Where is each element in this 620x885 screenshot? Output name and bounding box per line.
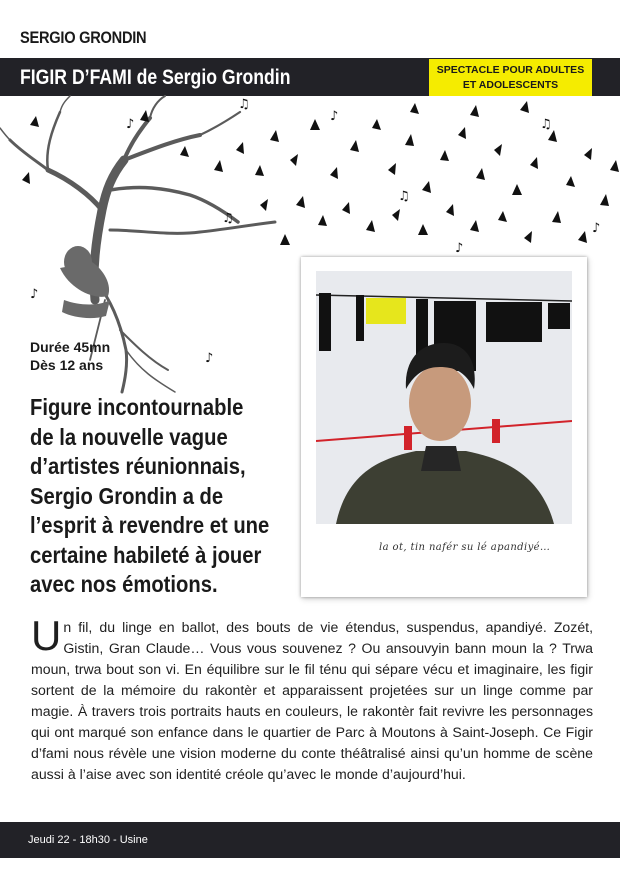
svg-text:♫: ♫ <box>222 211 234 226</box>
tagline-line: l’esprit à revendre et une <box>30 512 270 538</box>
badge-line-1: SPECTACLE POUR ADULTES <box>436 64 585 76</box>
svg-text:♪: ♪ <box>205 351 214 366</box>
svg-text:♪: ♪ <box>30 287 39 302</box>
description-text: n fil, du linge en ballot, des bouts de vie étendus, suspendus, apandiyé. Zozét, Gistin, Gran Claude… Vous vous souvenez ? Ou ansouvyin bann moun la ? Trwa moun, trwa bout son vi. En équilibre sur le fil ténu qui sépare vécu et imaginaire, les figir sortent de la mémoire du rakontèr et apparaissent projetées sur un linge comme par magie. À travers trois portraits hauts en couleurs, le rakontèr fait revivre les personnages qui ont marqué son enfance dans le quartier de Parc à Moutons à Saint-Joseph. Ce Figir d’fami nous révèle une vision moderne du conte théâtralisé ainsi qu’un homme de scène aussi à l’aise avec son identité créole qu’avec le monde d’aujourd’hui. <box>31 619 593 782</box>
polaroid-photo <box>301 257 587 597</box>
svg-text:♪: ♪ <box>455 241 464 256</box>
show-title: FIGIR D’FAMI de Sergio Grondin <box>20 66 291 89</box>
duration: Durée 45mn <box>30 339 111 355</box>
drop-cap: U <box>31 612 62 659</box>
svg-text:♫: ♫ <box>238 97 250 112</box>
schedule: Jeudi 22 - 18h30 - Usine <box>28 834 148 846</box>
svg-text:♪: ♪ <box>330 109 339 124</box>
tagline-line: Sergio Grondin a de <box>30 482 224 509</box>
age-rating: Dès 12 ans <box>30 357 104 373</box>
tagline-line: de la nouvelle vague <box>30 423 228 450</box>
svg-text:♪: ♪ <box>126 117 135 132</box>
badge-line-2: ET ADOLESCENTS <box>462 79 559 91</box>
portrait-image <box>316 271 572 524</box>
portrait-photo <box>316 271 572 524</box>
tagline <box>30 393 305 600</box>
svg-text:♫: ♫ <box>540 117 552 132</box>
tagline-line: d’artistes réunionnais, <box>30 453 246 479</box>
show-meta <box>30 338 110 374</box>
audience-badge <box>429 59 592 96</box>
svg-text:♪: ♪ <box>592 221 601 236</box>
description <box>31 612 593 785</box>
tagline-line: certaine habileté à jouer <box>30 541 262 568</box>
artist-name: SERGIO GRONDIN <box>20 28 147 47</box>
tagline-line: avec nos émotions. <box>30 571 218 597</box>
tagline-line: Figure incontournable <box>30 394 244 420</box>
svg-text:♫: ♫ <box>398 189 410 204</box>
photo-caption: la ot, tin nafér su lé apandiyé… <box>379 542 551 553</box>
